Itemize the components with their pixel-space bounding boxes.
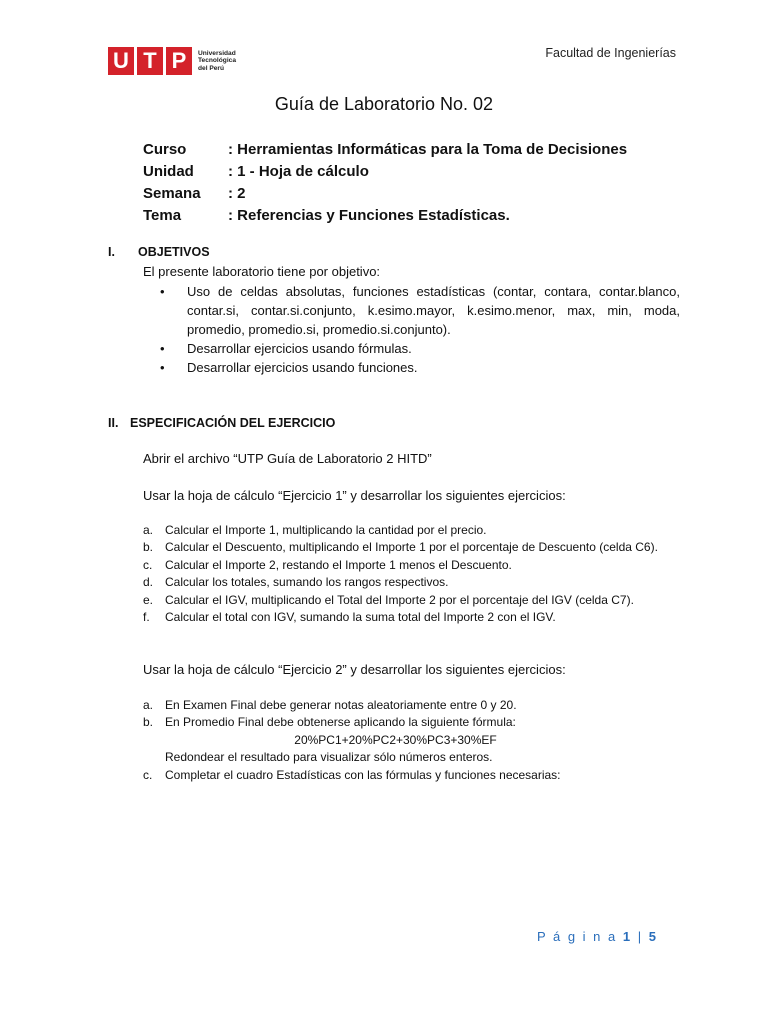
faculty-label: Facultad de Ingenierías xyxy=(545,46,676,60)
meta-label: Semana xyxy=(143,184,201,202)
logo-letter-u: U xyxy=(108,47,134,75)
page-number-footer xyxy=(537,929,658,944)
list-item xyxy=(143,609,678,626)
meta-value: : 1 - Hoja de cálculo xyxy=(228,162,369,180)
meta-label: Unidad xyxy=(143,162,194,180)
logo-letters xyxy=(108,47,192,75)
logo-text-line: Tecnológica xyxy=(198,57,236,65)
section-title: OBJETIVOS xyxy=(138,245,210,259)
meta-value: : Referencias y Funciones Estadísticas. xyxy=(228,206,510,224)
list-item-text: Uso de celdas absolutas, funciones estadísticas (contar, contara, contar.blanco, contar.si, contar.si.conjunto, k.esimo.mayor, k.esimo.menor, max, min, moda, promedio, promedio.si, promedio.si.conjunto). xyxy=(187,284,680,337)
logo-text xyxy=(198,50,236,72)
list-item-text: Calcular el Descuento, multiplicando el Importe 1 por el porcentaje de Descuento (celda C6). xyxy=(165,540,658,555)
meta-row-tema xyxy=(143,204,627,226)
list-item xyxy=(143,697,678,714)
section-heading-objetivos xyxy=(108,245,210,259)
meta-value: : Herramientas Informáticas para la Toma de Decisiones xyxy=(228,140,628,158)
utp-logo xyxy=(108,46,236,76)
page-current: 1 xyxy=(622,929,633,944)
list-item-text: Calcular los totales, sumando los rangos respectivos. xyxy=(165,575,449,590)
logo-text-line: Universidad xyxy=(198,49,236,57)
list-key: b. xyxy=(143,540,154,555)
section-number: I. xyxy=(108,245,115,259)
exercise1-list xyxy=(143,522,678,626)
list-key: c. xyxy=(143,767,153,782)
meta-value: : 2 xyxy=(228,184,246,202)
list-item xyxy=(143,714,678,731)
section-number: II. xyxy=(108,416,119,430)
list-item xyxy=(160,282,680,339)
list-key: a. xyxy=(143,523,154,537)
list-key: f. xyxy=(143,610,150,625)
list-item xyxy=(143,767,678,784)
list-item xyxy=(160,358,680,377)
bullet-icon: • xyxy=(160,284,165,299)
objectives-list xyxy=(160,282,680,377)
exercise2-intro: Usar la hoja de cálculo “Ejercicio 2” y desarrollar los siguientes ejercicios: xyxy=(143,662,566,677)
page-word: P á g i n a xyxy=(536,929,618,944)
section-title: ESPECIFICACIÓN DEL EJERCICIO xyxy=(130,416,336,430)
list-item xyxy=(143,574,678,591)
list-item-text: Calcular el total con IGV, sumando la suma total del Importe 2 con el IGV. xyxy=(165,610,556,625)
meta-row-curso xyxy=(143,138,627,160)
rounding-note: Redondear el resultado para visualizar sólo números enteros. xyxy=(165,750,493,765)
list-item-text: En Promedio Final debe obtenerse aplicando la siguiente fórmula: xyxy=(165,715,516,730)
list-item-text: Calcular el IGV, multiplicando el Total del Importe 2 por el porcentaje del IGV (celda C7). xyxy=(165,592,634,607)
list-key: e. xyxy=(143,592,154,607)
list-item-text: Calcular el Importe 1, multiplicando la cantidad por el precio. xyxy=(165,523,487,537)
meta-label: Tema xyxy=(143,206,182,224)
list-item-text: Calcular el Importe 2, restando el Importe 1 menos el Descuento. xyxy=(165,557,512,572)
list-item-text: Desarrollar ejercicios usando funciones. xyxy=(187,360,418,375)
list-key: d. xyxy=(143,575,154,590)
logo-text-line: del Perú xyxy=(198,64,225,72)
meta-label: Curso xyxy=(143,140,187,158)
course-meta xyxy=(143,138,627,226)
list-item xyxy=(143,557,678,574)
list-key: b. xyxy=(143,715,154,730)
bullet-icon: • xyxy=(160,341,165,356)
bullet-icon: • xyxy=(160,360,165,375)
list-item-text: En Examen Final debe generar notas aleatoriamente entre 0 y 20. xyxy=(165,698,517,712)
page-total: 5 xyxy=(648,929,658,944)
logo-letter-t: T xyxy=(137,47,163,75)
list-item xyxy=(143,522,678,539)
section-heading-especificacion xyxy=(108,416,335,430)
meta-row-semana xyxy=(143,182,627,204)
logo-letter-p: P xyxy=(166,47,192,75)
page-separator: | xyxy=(637,929,644,944)
objectives-intro: El presente laboratorio tiene por objetivo: xyxy=(143,264,381,279)
exercise2-list xyxy=(143,697,678,784)
exercise1-intro: Usar la hoja de cálculo “Ejercicio 1” y desarrollar los siguientes ejercicios: xyxy=(143,488,566,503)
document-title: Guía de Laboratorio No. 02 xyxy=(274,94,494,114)
meta-row-unidad xyxy=(143,160,627,182)
list-item xyxy=(160,339,680,358)
list-key: a. xyxy=(143,698,154,712)
average-formula: 20%PC1+20%PC2+30%PC3+30%EF xyxy=(294,732,497,747)
list-item-text: Desarrollar ejercicios usando fórmulas. xyxy=(187,341,412,356)
list-item xyxy=(143,539,678,556)
open-file-instruction: Abrir el archivo “UTP Guía de Laboratorio 2 HITD” xyxy=(143,451,432,466)
list-item-text: Completar el cuadro Estadísticas con las fórmulas y funciones necesarias: xyxy=(165,767,561,782)
list-key: c. xyxy=(143,557,153,572)
list-item xyxy=(143,592,678,609)
